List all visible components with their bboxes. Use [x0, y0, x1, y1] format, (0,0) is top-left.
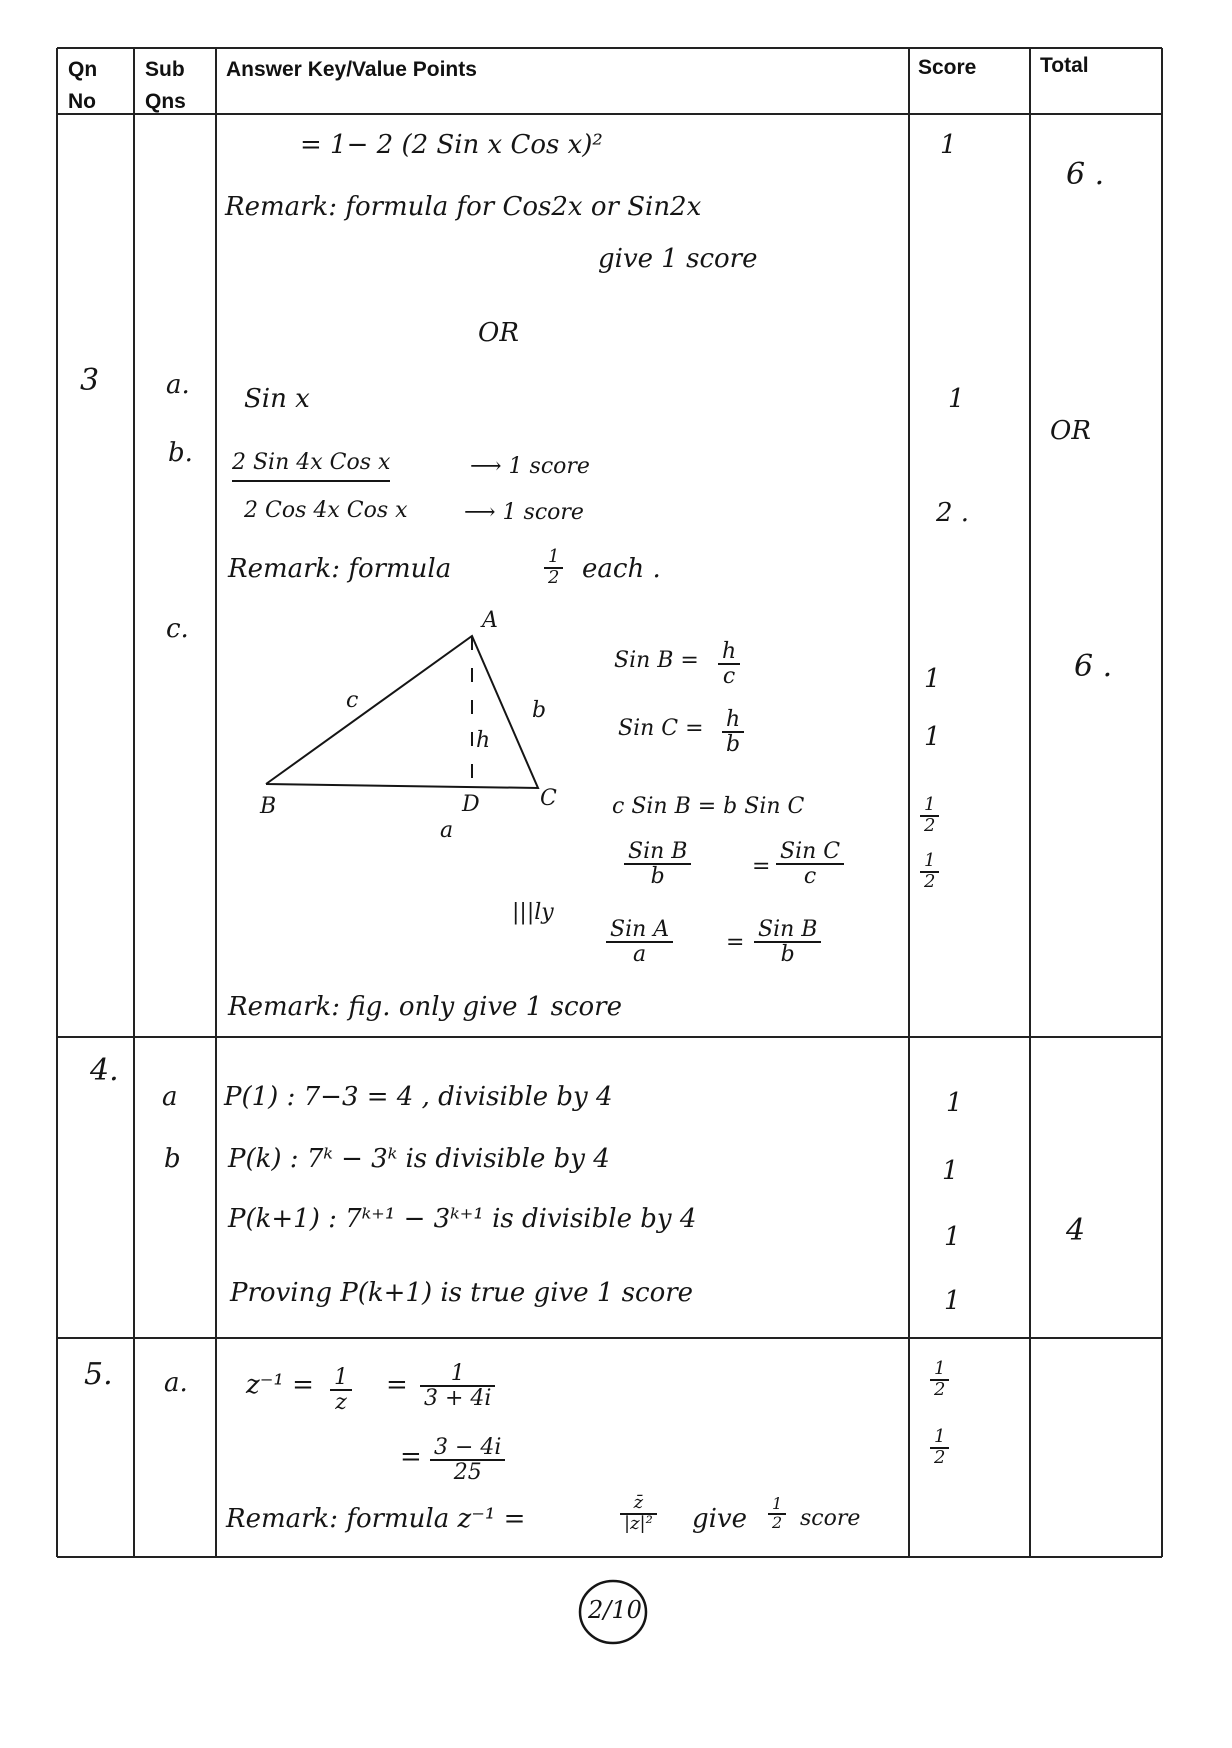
eq5-left-num: Sin A — [606, 918, 673, 943]
q3-line1-score: 1 — [940, 130, 957, 160]
q5-number: 5. — [84, 1357, 113, 1392]
q3-remark2-end: each . — [582, 554, 661, 584]
q5-score-1-den: 2 — [934, 1378, 946, 1400]
q3-b-score: 2 . — [936, 498, 970, 528]
q3-b-denominator-note: ⟶ 1 score — [464, 500, 584, 525]
sinC-den: b — [726, 732, 741, 758]
vertex-a-label: A — [482, 608, 498, 633]
q5-fraction-2-num: 3 − 4i — [430, 1436, 505, 1461]
q3-remark2-half-den: 2 — [548, 566, 560, 588]
eq4-left-den: b — [650, 864, 665, 890]
vertex-b-label: B — [260, 794, 277, 819]
q3-b-label: b. — [168, 438, 193, 468]
q5-score-2-num: 1 — [930, 1428, 949, 1449]
side-b-label: b — [532, 698, 547, 723]
q3-a-text: Sin x — [244, 384, 310, 414]
q3-c-score-4-num: 1 — [920, 852, 939, 873]
q3-b-denominator: 2 Cos 4x Cos x — [244, 498, 408, 523]
q4-total: 4 — [1066, 1213, 1086, 1248]
q5-remark-half-den: 2 — [772, 1512, 783, 1532]
q4-b-score: 1 — [942, 1156, 959, 1186]
header-qn-label: Qn — [68, 58, 98, 81]
q3-c-score-3-num: 1 — [920, 796, 939, 817]
vertex-c-label: C — [540, 786, 557, 811]
q5-remark-den: |z|² — [624, 1512, 653, 1534]
side-c-label: c — [346, 688, 359, 713]
header-total: Total — [1040, 54, 1089, 77]
eq5-equals: = — [726, 930, 745, 955]
eq5-right-num: Sin B — [754, 918, 821, 943]
q3-remark2: Remark: formula — [228, 554, 452, 584]
q5-fraction-1-den: 3 + 4i — [424, 1386, 492, 1412]
q3-remark1-b: give 1 score — [598, 244, 758, 274]
sinB-num: h — [718, 640, 740, 665]
q3-similarly: |||ly — [512, 900, 554, 925]
page-number: 2/10 — [588, 1596, 642, 1624]
q3-remark1: Remark: formula for Cos2x or Sin2x — [225, 192, 702, 222]
eq5-right-den: b — [780, 942, 795, 968]
side-a-label: a — [440, 818, 454, 843]
header-sub-label: Sub — [145, 58, 185, 81]
header-qns-label: Qns — [145, 90, 186, 113]
q5-one-over-z-num: 1 — [330, 1366, 352, 1391]
q3-c-eq3: c Sin B = b Sin C — [612, 794, 805, 819]
q3-line1: = 1− 2 (2 Sin x Cos x)² — [300, 130, 603, 160]
q3-total-or: OR — [1050, 416, 1091, 446]
q5-remark-score: score — [800, 1506, 861, 1531]
q5-score-2-den: 2 — [934, 1446, 946, 1468]
eq4-right-den: c — [803, 864, 817, 890]
eq4-equals: = — [752, 854, 771, 879]
q3-or: OR — [478, 318, 519, 348]
sinB-den: c — [722, 664, 736, 690]
q4-a-label: a — [162, 1082, 178, 1112]
q5-z-inverse: z⁻¹ = — [246, 1370, 314, 1400]
sinC-lhs: Sin C = — [618, 716, 704, 741]
q3-c-score-3-den: 2 — [924, 814, 936, 836]
q4-a-text: P(1) : 7−3 = 4 , divisible by 4 — [224, 1082, 613, 1112]
q3-c-score-2: 1 — [924, 722, 941, 752]
q5-equals-1: = — [386, 1370, 408, 1400]
q3-c-score-1: 1 — [924, 664, 941, 694]
q5-fraction-2-den: 25 — [453, 1460, 482, 1486]
q3-remark3: Remark: fig. only give 1 score — [228, 992, 622, 1022]
q4-line4-score: 1 — [944, 1286, 961, 1316]
q3-b-numerator-note: ⟶ 1 score — [470, 454, 590, 479]
q4-number: 4. — [90, 1053, 119, 1088]
q3-c-score-4-den: 2 — [924, 870, 936, 892]
q5-remark-give: give — [692, 1504, 748, 1534]
q5-a-label: a. — [164, 1368, 188, 1398]
header-answer-key: Answer Key/Value Points — [226, 58, 477, 81]
q3-number: 3 — [80, 363, 100, 398]
header-score: Score — [918, 56, 977, 79]
q3-remark2-half-num: 1 — [544, 548, 563, 569]
eq5-left-den: a — [633, 942, 647, 968]
q5-remark: Remark: formula z⁻¹ = — [226, 1504, 526, 1534]
q5-equals-2: = — [400, 1442, 422, 1472]
q5-score-1-num: 1 — [930, 1360, 949, 1381]
header-no-label: No — [68, 90, 96, 113]
q4-line4: Proving P(k+1) is true give 1 score — [230, 1278, 694, 1308]
sinB-lhs: Sin B = — [614, 648, 699, 673]
q3-a-label: a. — [166, 370, 190, 400]
height-h-label: h — [476, 728, 491, 753]
q3-c-label: c. — [166, 614, 189, 644]
q5-one-over-z-den: z — [335, 1390, 347, 1416]
sinC-num: h — [722, 708, 744, 733]
q3-a-score: 1 — [948, 384, 965, 414]
eq4-left-num: Sin B — [624, 840, 691, 865]
eq4-right-num: Sin C — [776, 840, 844, 865]
q5-remark-num: z̄ — [620, 1494, 657, 1515]
foot-d-label: D — [462, 792, 480, 817]
q4-a-score: 1 — [946, 1088, 963, 1118]
q4-line3-score: 1 — [944, 1222, 961, 1252]
q3-total-c: 6 . — [1074, 649, 1113, 684]
q4-b-label: b — [164, 1144, 181, 1174]
q4-line3: P(k+1) : 7ᵏ⁺¹ − 3ᵏ⁺¹ is divisible by 4 — [228, 1204, 697, 1234]
q3-b-numerator: 2 Sin 4x Cos x — [232, 452, 390, 482]
q5-remark-half-num: 1 — [768, 1496, 786, 1515]
q5-fraction-1-num: 1 — [420, 1362, 495, 1387]
q3-total-1: 6 . — [1066, 157, 1105, 192]
q4-b-text: P(k) : 7ᵏ − 3ᵏ is divisible by 4 — [228, 1144, 610, 1174]
